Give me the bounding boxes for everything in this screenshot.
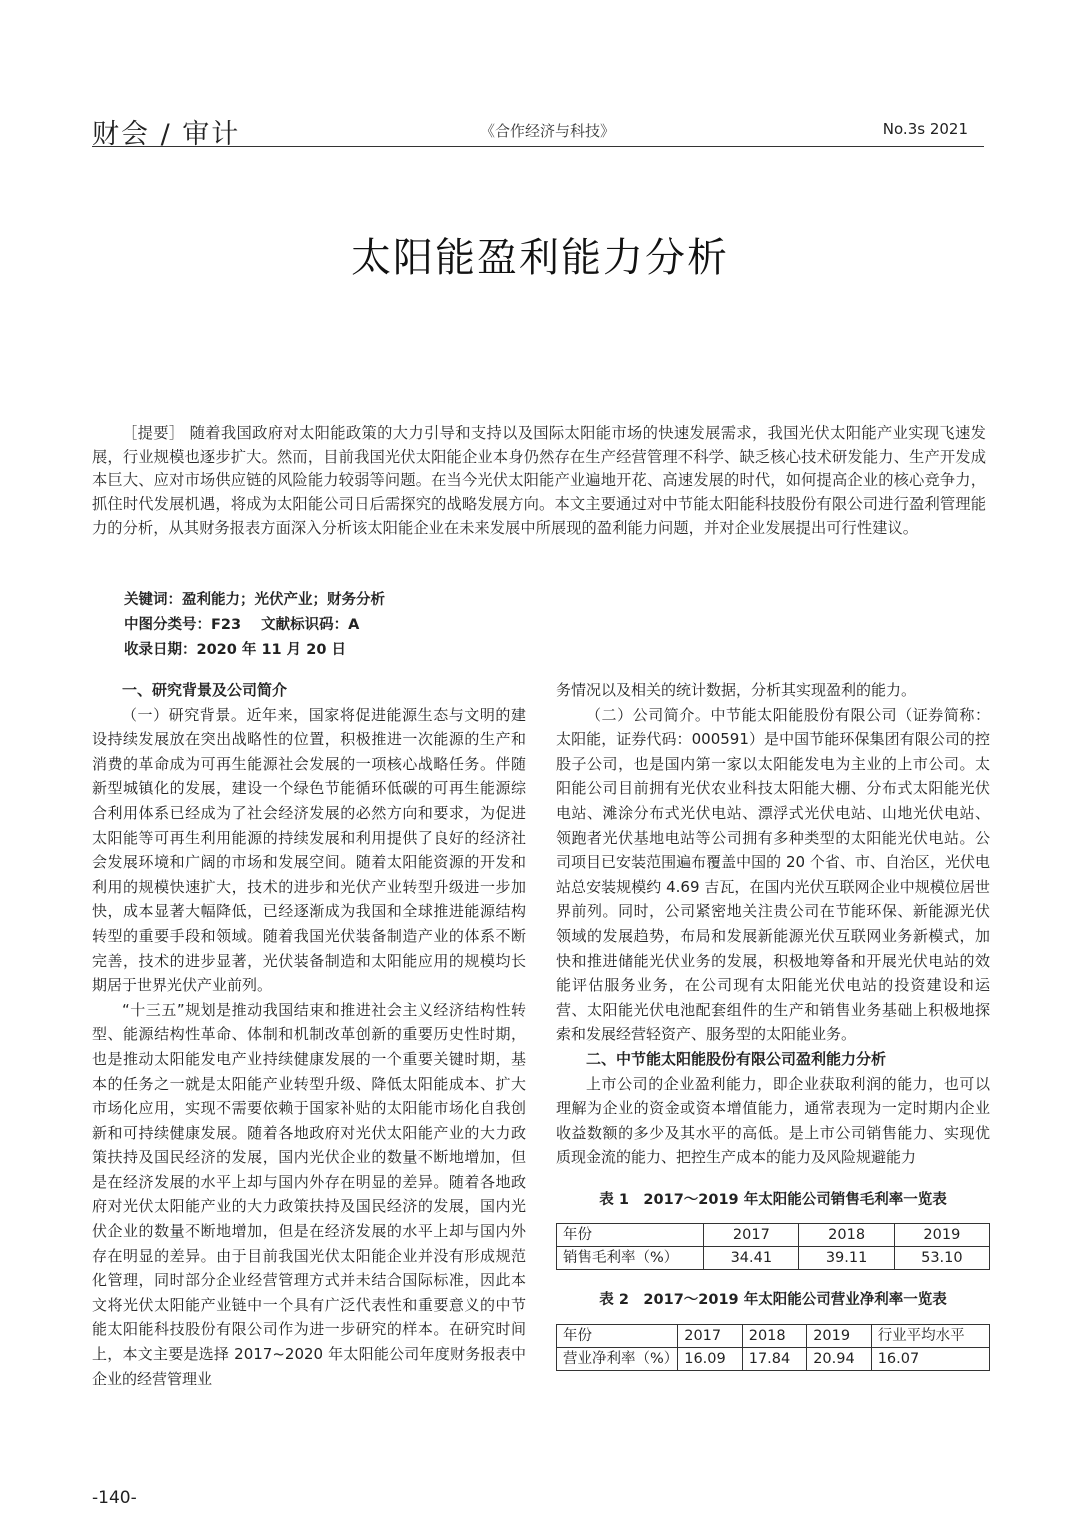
received-date: 收录日期：2020 年 11 月 20 日 (124, 642, 346, 658)
page-number: -140- (92, 1488, 137, 1508)
keywords: 关键词：盈利能力；光伏产业；财务分析 (124, 592, 385, 608)
header-section: 财会 / 审计 (92, 119, 241, 150)
gross-margin-table (556, 1223, 990, 1270)
paragraph: 务情况以及相关的统计数据，分析其实现盈利的能力。 (556, 681, 917, 699)
paragraph: （一）研究背景。近年来，国家将促进能源生态与文明的建设持续发展放在突出战略性的位置，积极推进一次能源的生产和消费的革命成为可再生能源社会发展的一项核心战略任务。伴随新型城镇化的发展，建设一个绿色节能循环低碳的可再生能源综合利用体系已经成为了社会经济发展的必然方向和要求，为促进太阳能等可再生利用能源的持续发展和利用提供了良好的经济社会发展环境和广阔的市场和发展空间。随着太阳能资源的开发和利用的规模快速扩大，技术的进步和光伏产业转型升级进一步加快，成本显著大幅降低，已经逐渐成为我国和全球推进能源结构转型的重要手段和领域。随着我国光伏装备制造产业的体系不断完善，技术的进步显著，光伏装备制造和太阳能应用的规模均长期居于世界光伏产业前列。 (92, 705, 526, 995)
table-cell: 2017 (678, 1325, 742, 1348)
section-1-heading: 一、研究背景及公司简介 (122, 681, 288, 699)
table-cell: 行业平均水平 (871, 1325, 989, 1348)
classification (124, 613, 385, 638)
table-cell: 17.84 (742, 1348, 806, 1371)
table-cell: 年份 (557, 1325, 678, 1348)
table-cell: 16.07 (871, 1348, 989, 1371)
left-column (92, 678, 526, 1391)
table-cell: 39.11 (799, 1247, 894, 1270)
net-margin-table (556, 1324, 990, 1371)
table-cell: 年份 (557, 1224, 704, 1247)
abstract-label: ［提要］ (122, 424, 185, 442)
table-row (557, 1348, 990, 1371)
table-header-row (557, 1325, 990, 1348)
table-cell: 2019 (807, 1325, 871, 1348)
section-2-heading: 二、中节能太阳能股份有限公司盈利能力分析 (586, 1049, 887, 1068)
abstract-text: 随着我国政府对太阳能政策的大力引导和支持以及国际太阳能市场的快速发展需求，我国光伏太阳能产业实现飞速发展，行业规模也逐步扩大。然而，目前我国光伏太阳能企业本身仍然存在生产经营管理不科学、缺乏核心技术研发能力、生产开发成本巨大、应对市场供应链的风险能力较弱等问题。在当今光伏太阳能产业遍地开花、高速发展的时代，如何提高企业的核心竞争力，抓住时代发展机遇，将成为太阳能公司日后需探究的战略发展方向。本文主要通过对中节能太阳能科技股份有限公司进行盈利管理能力的分析，从其财务报表方面深入分析该太阳能企业在未来发展中所展现的盈利能力问题，并对企业发展提出可行性建议。 (92, 424, 986, 537)
table-cell: 营业净利率（%） (557, 1348, 678, 1371)
clc-number: 中图分类号：F23 (124, 617, 242, 633)
table-row (557, 1247, 990, 1270)
abstract (92, 422, 986, 541)
header-journal: 《合作经济与科技》 (480, 122, 616, 140)
table-cell: 53.10 (894, 1247, 989, 1270)
table-cell: 2018 (799, 1224, 894, 1247)
document-code: 文献标识码：A (261, 617, 360, 633)
table-cell: 20.94 (807, 1348, 871, 1371)
table-1-caption: 表 1 2017～2019 年太阳能公司销售毛利率一览表 (599, 1191, 947, 1208)
right-column (556, 678, 990, 1371)
article-meta (124, 588, 385, 663)
paragraph: “十三五”规划是推动我国结束和推进社会主义经济结构性转型、能源结构性革命、体制和机制改革创新的重要历史性时期，也是推动太阳能发电产业持续健康发展的一个重要关键时期，基本的任务之一就是太阳能产业转型升级、降低太阳能成本、扩大市场化应用，实现不需要依赖于国家补贴的太阳能市场化自我创新和可持续健康发展。随着各地政府对光伏太阳能产业的大力政策扶持及国民经济的发展，国内光伏企业的数量不断地增加，但是在经济发展的水平上却与国内外存在明显的差异。随着各地政府对光伏太阳能产业的大力政策扶持及国民经济的发展，国内光伏企业的数量不断地增加，但是在经济发展的水平上却与国内外存在明显的差异。由于目前我国光伏太阳能企业并没有形成规范化管理，同时部分企业经营管理方式并未结合国际标准，因此本文将光伏太阳能产业链中一个具有广泛代表性和重要意义的中节能太阳能科技股份有限公司作为进一步研究的样本。在研究时间上，本文主要是选择 2017~2020 年太阳能公司年度财务报表中企业的经营管理业 (92, 1000, 526, 1388)
table-cell: 销售毛利率（%） (557, 1247, 704, 1270)
table-cell: 2019 (894, 1224, 989, 1247)
header-rule (92, 146, 984, 147)
table-cell: 2018 (742, 1325, 806, 1348)
paragraph: 上市公司的企业盈利能力，即企业获取利润的能力，也可以理解为企业的资金或资本增值能力，通常表现为一定时期内企业收益数额的多少及其水平的高低。是上市公司销售能力、实现优质现金流的能力、把控生产成本的能力及风险规避能力 (556, 1074, 990, 1167)
paragraph: （二）公司简介。中节能太阳能股份有限公司（证券简称：太阳能，证券代码：000591）是中国节能环保集团有限公司的控股子公司，也是国内第一家以太阳能发电为主业的上市公司。太阳能公司目前拥有光伏农业科技太阳能大棚、分布式太阳能光伏电站、滩涂分布式光伏电站、漂浮式光伏电站、山地光伏电站、领跑者光伏基地电站等公司拥有多种类型的太阳能光伏电站。公司项目已安装范围遍布覆盖中国的 20 个省、市、自治区，光伏电站总安装规模约 4.69 吉瓦，在国内光伏互联网企业中规模位居世界前列。同时，公司紧密地关注贵公司在节能环保、新能源光伏领域的发展趋势，布局和发展新能源光伏互联网业务新模式，加快和推进储能光伏业务的发展，积极地筹备和开展光伏电站的效能评估服务业务，在公司现有太阳能光伏电站的投资建设和运营、太阳能光伏电池配套组件的生产和销售业务基础上积极地探索和发展经营轻资产、服务型的太阳能业务。 (556, 705, 990, 1044)
table-cell: 2017 (704, 1224, 799, 1247)
table-cell: 16.09 (678, 1348, 742, 1371)
table-cell: 34.41 (704, 1247, 799, 1270)
header-issue: No.3s 2021 (882, 120, 968, 138)
table-header-row (557, 1224, 990, 1247)
table-2-caption: 表 2 2017～2019 年太阳能公司营业净利率一览表 (599, 1292, 947, 1309)
article-title: 太阳能盈利能力分析 (351, 235, 729, 281)
